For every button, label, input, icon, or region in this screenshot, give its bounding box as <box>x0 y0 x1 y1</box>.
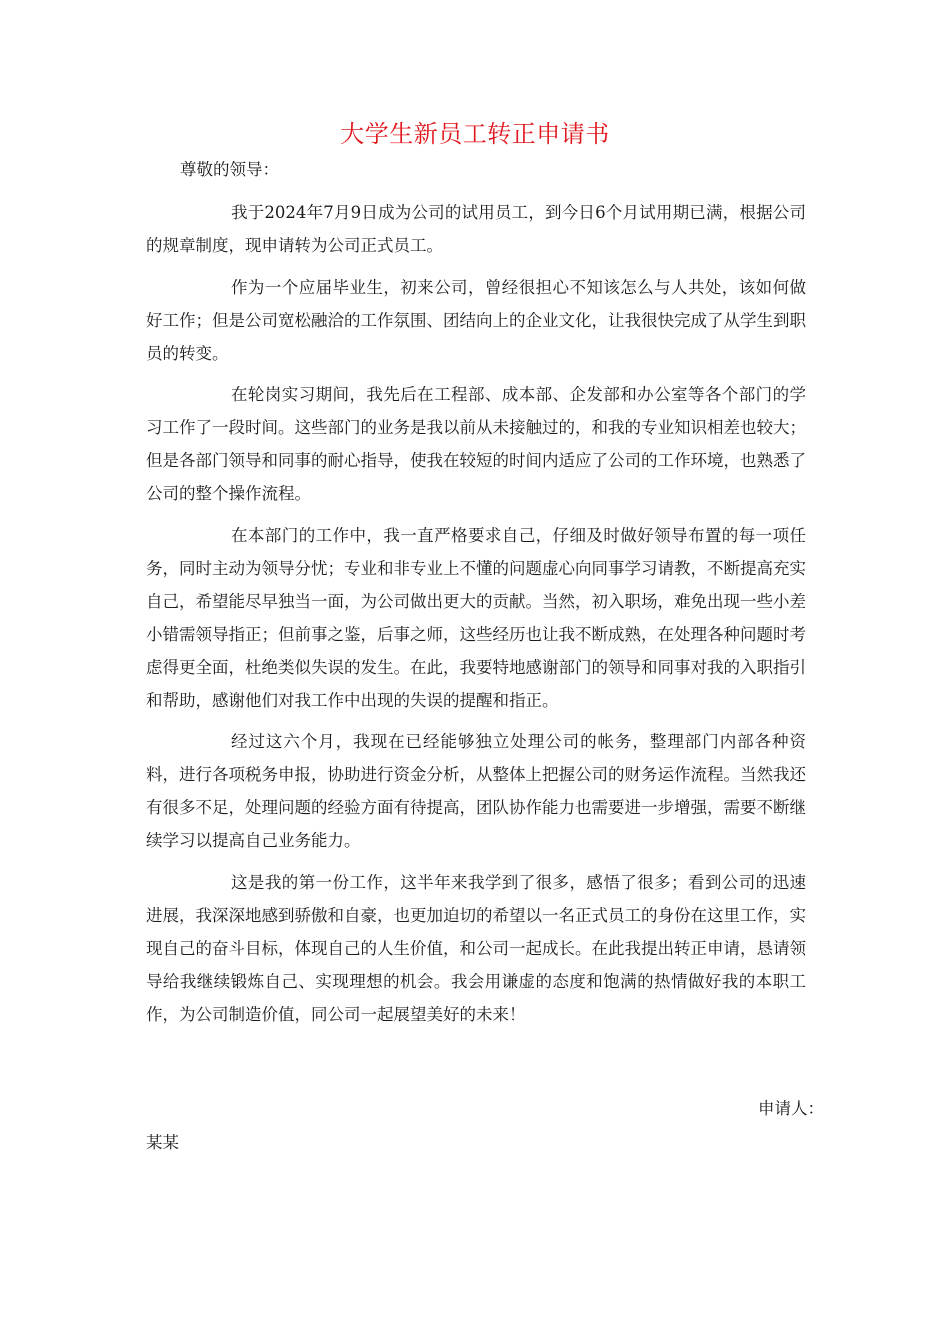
paragraph-1: 我于2024年7月9日成为公司的试用员工，到今日6个月试用期已满，根据公司的规章制度，现申请转为公司正式员工。 <box>146 203 806 255</box>
document-title: 大学生新员工转正申请书 <box>340 120 610 148</box>
applicant-label: 申请人： <box>758 1099 824 1118</box>
paragraph-3: 在轮岗实习期间，我先后在工程部、成本部、企发部和办公室等各个部门的学习工作了一段时间。这些部门的业务是我以前从未接触过的，和我的专业知识相差也较大；但是各部门领导和同事的耐心指导，使我在较短的时间内适应了公司的工作环境，也熟悉了公司的整个操作流程。 <box>146 385 806 503</box>
greeting: 尊敬的领导： <box>180 160 279 179</box>
paragraph-2: 作为一个应届毕业生，初来公司，曾经很担心不知该怎么与人共处，该如何做好工作；但是公司宽松融洽的工作氛围、团结向上的企业文化，让我很快完成了从学生到职员的转变。 <box>146 277 806 363</box>
paragraph-6: 这是我的第一份工作，这半年来我学到了很多，感悟了很多；看到公司的迅速进展，我深深地感到骄傲和自豪，也更加迫切的希望以一名正式员工的身份在这里工作，实现自己的奋斗目标，体现自己的人生价值，和公司一起成长。在此我提出转正申请，恳请领导给我继续锻炼自己、实现理想的机会。我会用谦虚的态度和饱满的热情做好我的本职工作，为公司制造价值，同公司一起展望美好的未来！ <box>146 872 806 1024</box>
signer-name: 某某 <box>146 1133 179 1152</box>
paragraph-5: 经过这六个月，我现在已经能够独立处理公司的帐务，整理部门内部各种资料，进行各项税务申报，协助进行资金分析，从整体上把握公司的财务运作流程。当然我还有很多不足，处理问题的经验方面有待提高，团队协作能力也需要进一步增强，需要不断继续学习以提高自己业务能力。 <box>146 732 806 850</box>
letter-body <box>146 196 806 1039</box>
paragraph-4: 在本部门的工作中，我一直严格要求自己，仔细及时做好领导布置的每一项任务，同时主动为领导分忧；专业和非专业上不懂的问题虚心向同事学习请教，不断提高充实自己，希望能尽早独当一面，为公司做出更大的贡献。当然，初入职场，难免出现一些小差小错需领导指正；但前事之鉴，后事之师，这些经历也让我不断成熟，在处理各种问题时考虑得更全面，杜绝类似失误的发生。在此，我要特地感谢部门的领导和同事对我的入职指引和帮助，感谢他们对我工作中出现的失误的提醒和指正。 <box>146 525 806 710</box>
